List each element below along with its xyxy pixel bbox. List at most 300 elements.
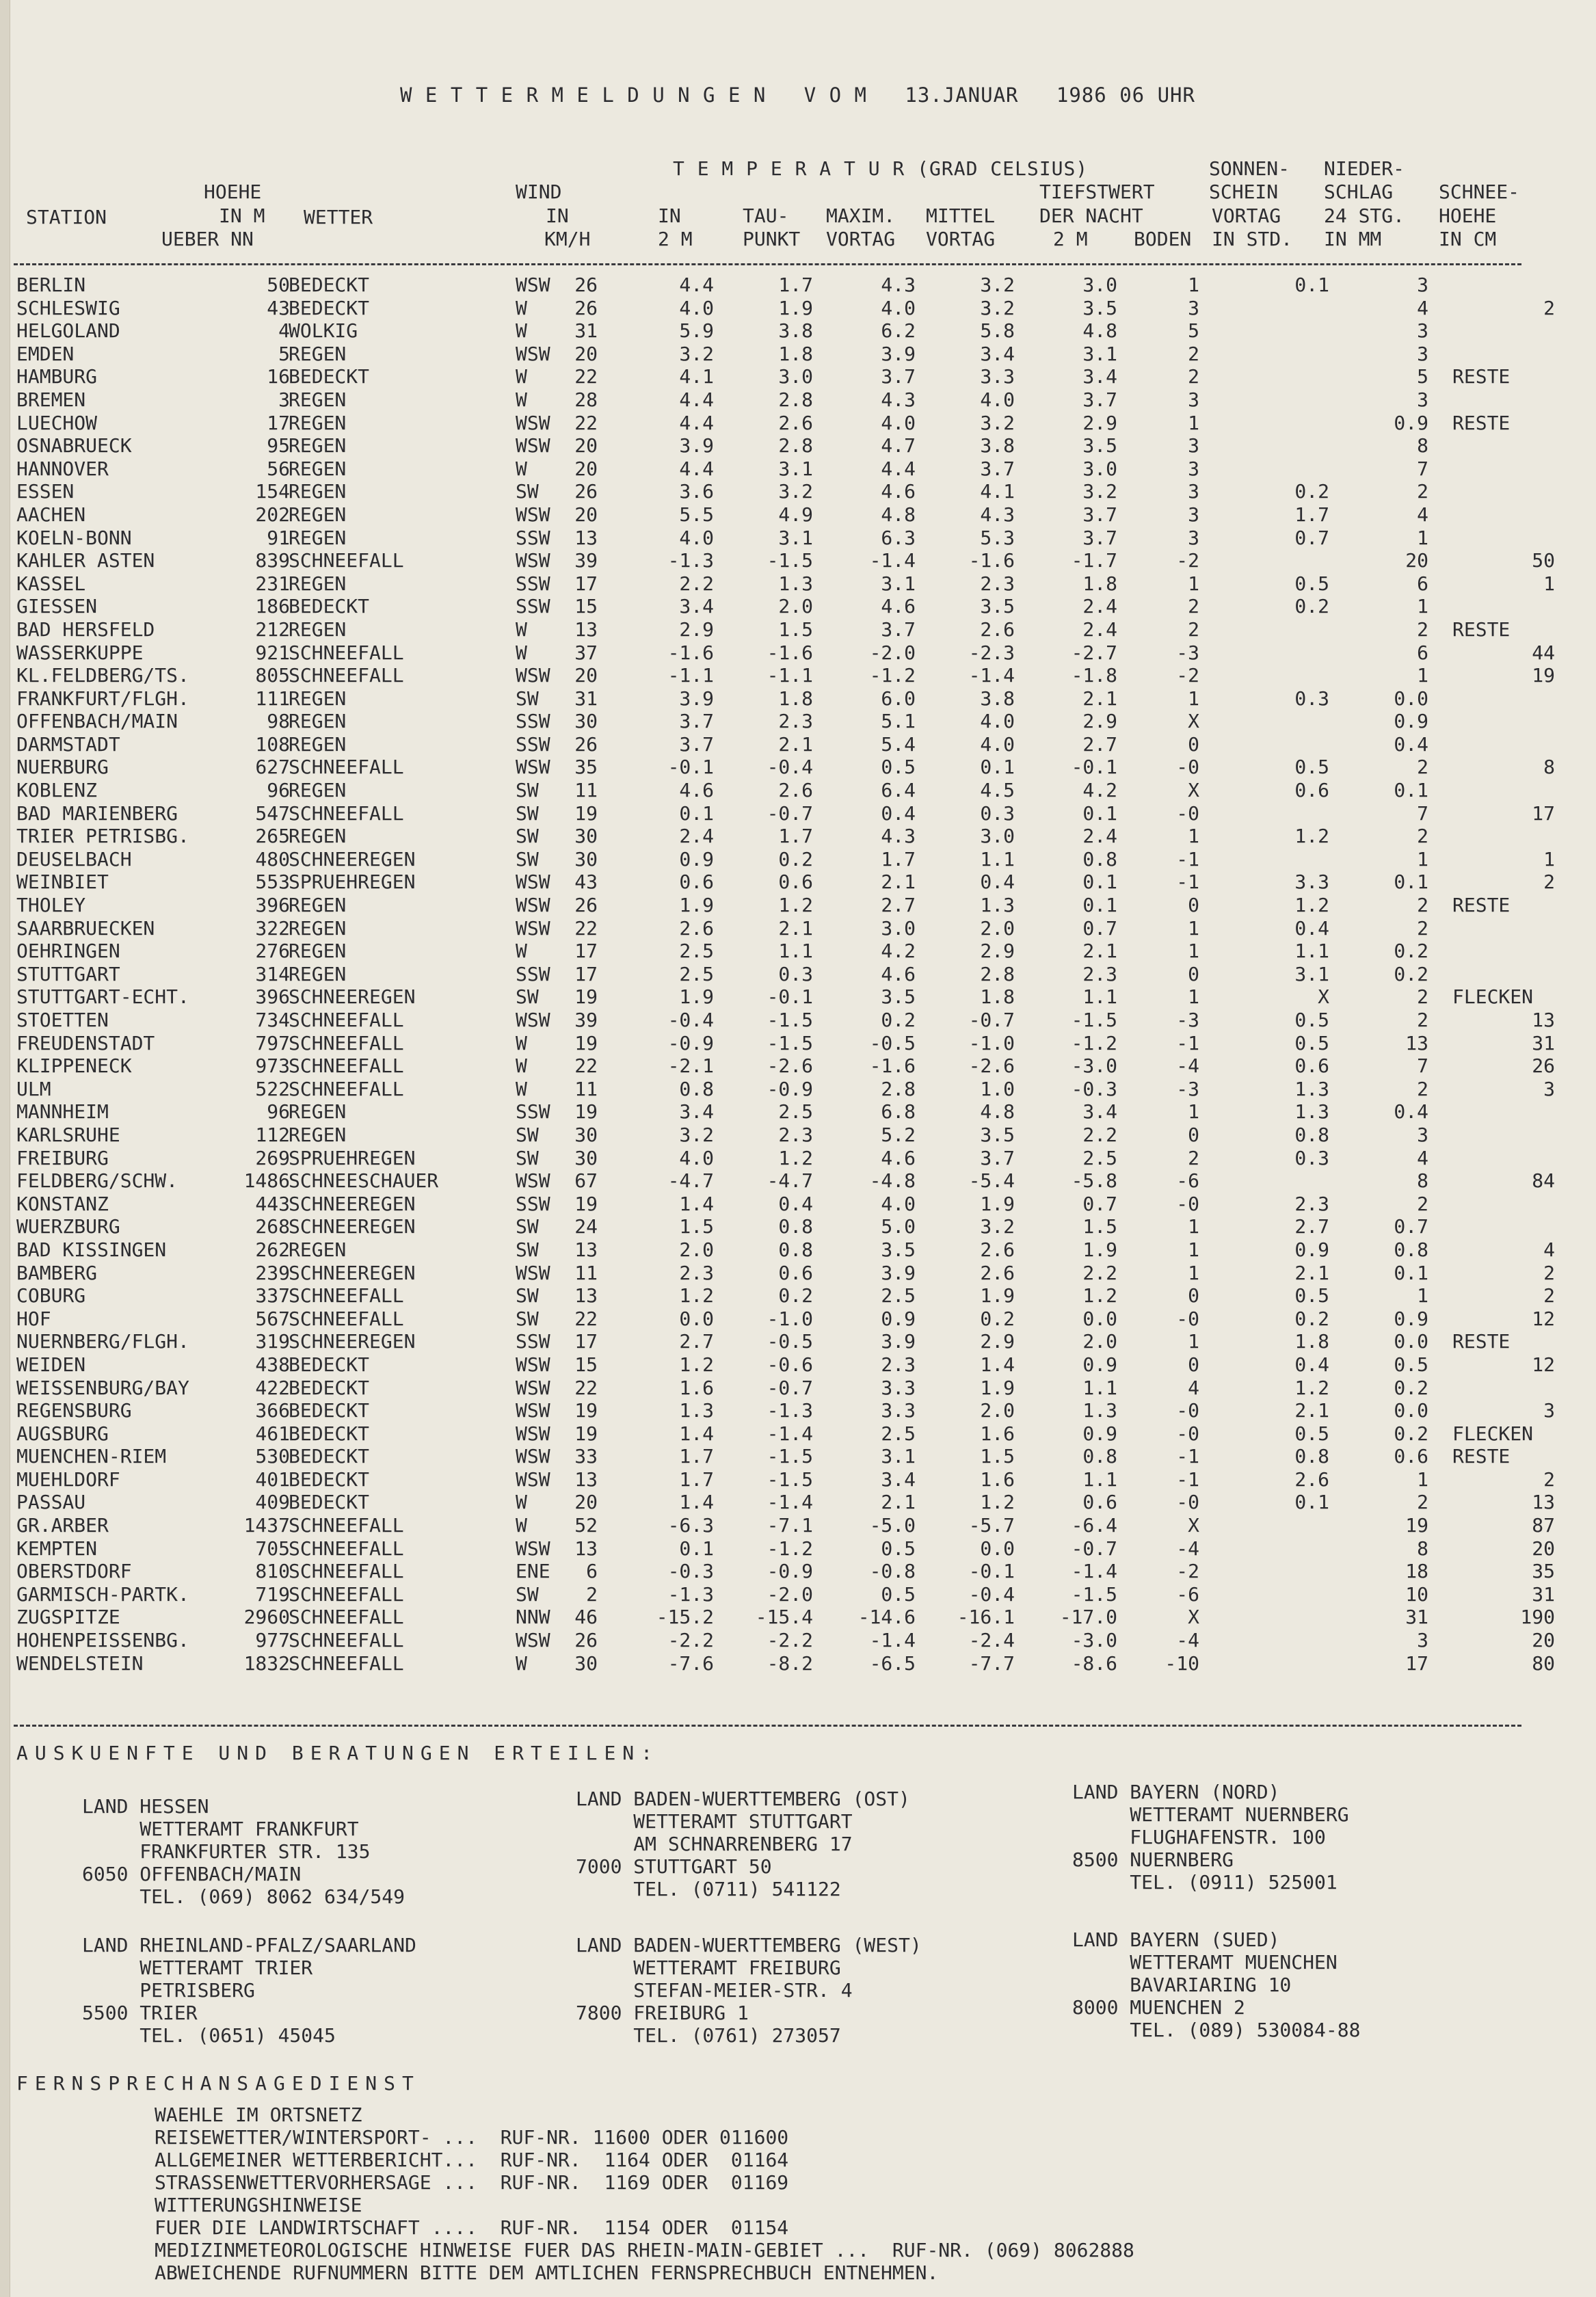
- tief-2m-cell: 0.8: [1082, 847, 1117, 871]
- schnee-cell: 84: [1532, 1169, 1555, 1193]
- wind-speed-cell: 33: [574, 1445, 598, 1468]
- tief-boden-cell: 1: [1188, 1261, 1199, 1284]
- max-cell: 3.9: [881, 1330, 916, 1353]
- header-hoehe-1: HOEHE: [204, 181, 262, 203]
- wetter-cell: REGEN: [289, 457, 347, 480]
- max-cell: 3.4: [881, 1468, 916, 1491]
- mittel-cell: 1.4: [980, 1353, 1015, 1376]
- wind-dir-cell: SW: [516, 1123, 539, 1146]
- tief-2m-cell: -1.2: [1071, 1031, 1117, 1054]
- wind-speed-cell: 35: [574, 756, 598, 779]
- table-bottom-divider: [14, 1725, 1521, 1727]
- sonne-cell: 0.2: [1294, 1307, 1329, 1330]
- tief-2m-cell: -1.8: [1071, 664, 1117, 687]
- wind-speed-cell: 30: [574, 825, 598, 848]
- mittel-cell: 3.2: [980, 274, 1015, 296]
- tief-boden-cell: -2: [1176, 664, 1199, 687]
- temp-cell: 0.1: [679, 1537, 714, 1560]
- tief-2m-cell: 0.9: [1082, 1422, 1117, 1445]
- station-cell: SCHLESWIG: [16, 296, 120, 319]
- temp-cell: 2.7: [679, 1330, 714, 1353]
- sonne-cell: 0.5: [1294, 572, 1329, 595]
- station-cell: OSNABRUECK: [16, 434, 132, 457]
- mittel-cell: 1.1: [980, 847, 1015, 871]
- fernsprech-line: WAEHLE IM ORTSNETZ: [155, 2103, 362, 2126]
- fernsprech-line: MEDIZINMETEOROLOGISCHE HINWEISE FUER DAS RHEIN-MAIN-GEBIET ... RUF-NR. (069) 8062888: [155, 2239, 1134, 2261]
- temp-cell: -0.4: [667, 1009, 714, 1031]
- sonne-cell: 1.1: [1294, 940, 1329, 963]
- tief-2m-cell: 4.2: [1082, 779, 1117, 802]
- taupunkt-cell: 3.8: [778, 319, 813, 343]
- wind-dir-cell: WSW: [516, 664, 550, 687]
- wind-dir-cell: W: [516, 1077, 527, 1100]
- contact-line: 8000 MUENCHEN 2: [1072, 1996, 1245, 2019]
- contact-line: WETTERAMT STUTTGART: [576, 1810, 853, 1833]
- mittel-cell: 0.1: [980, 756, 1015, 779]
- temp-cell: -0.3: [667, 1560, 714, 1583]
- tief-boden-cell: 2: [1188, 365, 1199, 388]
- station-cell: HOHENPEISSENBG.: [16, 1629, 189, 1652]
- wind-speed-cell: 20: [574, 434, 598, 457]
- wind-speed-cell: 13: [574, 526, 598, 549]
- hoehe-cell: 1832: [243, 1651, 290, 1675]
- max-cell: -1.2: [869, 664, 916, 687]
- taupunkt-cell: -1.0: [767, 1307, 813, 1330]
- mittel-cell: -2.4: [968, 1629, 1015, 1652]
- tief-2m-cell: 2.2: [1082, 1261, 1117, 1284]
- temp-cell: 5.5: [679, 503, 714, 526]
- wind-speed-cell: 13: [574, 1468, 598, 1491]
- tief-boden-cell: 1: [1188, 411, 1199, 434]
- hoehe-cell: 276: [255, 940, 290, 963]
- max-cell: 2.5: [881, 1422, 916, 1445]
- max-cell: -0.5: [869, 1031, 916, 1054]
- taupunkt-cell: 3.1: [778, 457, 813, 480]
- mittel-cell: 0.0: [980, 1537, 1015, 1560]
- station-cell: KOBLENZ: [16, 779, 98, 802]
- mittel-cell: 0.3: [980, 801, 1015, 825]
- temp-cell: -2.2: [667, 1629, 714, 1652]
- schnee-cell: 2: [1543, 1468, 1555, 1491]
- wetter-cell: BEDECKT: [289, 365, 370, 388]
- taupunkt-cell: -0.9: [767, 1077, 813, 1100]
- mittel-cell: 1.6: [980, 1468, 1015, 1491]
- schnee-cell: RESTE: [1452, 1445, 1511, 1468]
- mittel-cell: 2.3: [980, 572, 1015, 595]
- temp-cell: 2.2: [679, 572, 714, 595]
- tief-2m-cell: 0.9: [1082, 1353, 1117, 1376]
- station-cell: MUENCHEN-RIEM: [16, 1445, 167, 1468]
- taupunkt-cell: -0.6: [767, 1353, 813, 1376]
- contact-line: 5500 TRIER: [82, 2002, 198, 2024]
- mittel-cell: -0.4: [968, 1582, 1015, 1606]
- nieder-cell: 6: [1417, 572, 1428, 595]
- schnee-cell: 8: [1543, 756, 1555, 779]
- nieder-cell: 1: [1417, 1468, 1428, 1491]
- wind-dir-cell: SW: [516, 779, 539, 802]
- sonne-cell: 1.2: [1294, 894, 1329, 917]
- tief-boden-cell: 1: [1188, 1238, 1199, 1261]
- hoehe-cell: 409: [255, 1491, 290, 1514]
- contact-line: AM SCHNARRENBERG 17: [576, 1833, 853, 1855]
- wetter-cell: SCHNEEFALL: [289, 1031, 404, 1054]
- hoehe-cell: 705: [255, 1537, 290, 1560]
- taupunkt-cell: 1.7: [778, 825, 813, 848]
- wind-speed-cell: 20: [574, 1491, 598, 1514]
- wind-speed-cell: 30: [574, 1146, 598, 1169]
- station-cell: MANNHEIM: [16, 1100, 109, 1124]
- wetter-cell: REGEN: [289, 825, 347, 848]
- station-cell: WUERZBURG: [16, 1215, 120, 1238]
- mittel-cell: 4.1: [980, 480, 1015, 503]
- station-cell: AACHEN: [16, 503, 86, 526]
- station-cell: BREMEN: [16, 388, 86, 411]
- wind-dir-cell: WSW: [516, 894, 550, 917]
- wetter-cell: REGEN: [289, 1238, 347, 1261]
- wetter-cell: SCHNEEFALL: [289, 1537, 404, 1560]
- tief-boden-cell: -1: [1176, 1031, 1199, 1054]
- max-cell: -2.0: [869, 641, 916, 664]
- contact-line: TEL. (069) 8062 634/549: [82, 1885, 405, 1908]
- sonne-cell: 1.8: [1294, 1330, 1329, 1353]
- station-cell: OEHRINGEN: [16, 940, 120, 963]
- temp-cell: -7.6: [667, 1651, 714, 1675]
- sonne-cell: 0.7: [1294, 526, 1329, 549]
- temp-cell: 0.8: [679, 1077, 714, 1100]
- hoehe-cell: 43: [267, 296, 290, 319]
- station-cell: KOELN-BONN: [16, 526, 132, 549]
- max-cell: 3.7: [881, 365, 916, 388]
- schnee-cell: 31: [1532, 1582, 1555, 1606]
- wind-speed-cell: 28: [574, 388, 598, 411]
- hoehe-cell: 530: [255, 1445, 290, 1468]
- temp-cell: 4.4: [679, 274, 714, 296]
- mittel-cell: 1.9: [980, 1192, 1015, 1215]
- tief-2m-cell: 1.1: [1082, 1468, 1117, 1491]
- taupunkt-cell: 1.3: [778, 572, 813, 595]
- header-hoehe-2: IN M: [219, 204, 265, 227]
- sonne-cell: 0.4: [1294, 916, 1329, 940]
- nieder-cell: 8: [1417, 1537, 1428, 1560]
- wind-speed-cell: 19: [574, 1100, 598, 1124]
- nieder-cell: 2: [1417, 1192, 1428, 1215]
- hoehe-cell: 269: [255, 1146, 290, 1169]
- nieder-cell: 13: [1405, 1031, 1428, 1054]
- tief-boden-cell: 1: [1188, 916, 1199, 940]
- tief-2m-cell: 3.7: [1082, 526, 1117, 549]
- wetter-cell: BEDECKT: [289, 1353, 370, 1376]
- tief-boden-cell: -0: [1176, 801, 1199, 825]
- tief-2m-cell: 2.7: [1082, 732, 1117, 756]
- max-cell: 4.7: [881, 434, 916, 457]
- tief-2m-cell: -1.5: [1071, 1582, 1117, 1606]
- wind-dir-cell: SW: [516, 480, 539, 503]
- mittel-cell: 1.8: [980, 985, 1015, 1009]
- hoehe-cell: 4: [278, 319, 290, 343]
- hoehe-cell: 95: [267, 434, 290, 457]
- wind-dir-cell: WSW: [516, 274, 550, 296]
- wind-speed-cell: 26: [574, 274, 598, 296]
- tief-boden-cell: 1: [1188, 1215, 1199, 1238]
- wetter-cell: BEDECKT: [289, 1422, 370, 1445]
- hoehe-cell: 396: [255, 985, 290, 1009]
- hoehe-cell: 2960: [243, 1606, 290, 1629]
- schnee-cell: 13: [1532, 1009, 1555, 1031]
- schnee-cell: 3: [1543, 1399, 1555, 1422]
- mittel-cell: 2.6: [980, 618, 1015, 641]
- taupunkt-cell: 2.8: [778, 434, 813, 457]
- max-cell: 3.5: [881, 1238, 916, 1261]
- nieder-cell: 10: [1405, 1582, 1428, 1606]
- wetter-cell: SCHNEEFALL: [289, 1606, 404, 1629]
- nieder-cell: 0.0: [1394, 687, 1428, 710]
- contact-line: TEL. (0711) 541122: [576, 1878, 841, 1900]
- wind-speed-cell: 19: [574, 1192, 598, 1215]
- wind-speed-cell: 37: [574, 641, 598, 664]
- taupunkt-cell: 1.9: [778, 296, 813, 319]
- wetter-cell: SCHNEEFALL: [289, 1307, 404, 1330]
- tief-2m-cell: -6.4: [1071, 1514, 1117, 1537]
- nieder-cell: 0.0: [1394, 1330, 1428, 1353]
- taupunkt-cell: 2.6: [778, 411, 813, 434]
- taupunkt-cell: -0.5: [767, 1330, 813, 1353]
- max-cell: 0.2: [881, 1009, 916, 1031]
- temp-cell: 4.6: [679, 779, 714, 802]
- tief-2m-cell: 3.0: [1082, 274, 1117, 296]
- sonne-cell: 2.3: [1294, 1192, 1329, 1215]
- wind-speed-cell: 20: [574, 664, 598, 687]
- wind-dir-cell: W: [516, 457, 527, 480]
- max-cell: 3.1: [881, 1445, 916, 1468]
- taupunkt-cell: -0.4: [767, 756, 813, 779]
- wetter-cell: SCHNEEREGEN: [289, 1192, 416, 1215]
- header-wetter: WETTER: [304, 206, 373, 228]
- report-title: W E T T E R M E L D U N G E N V O M 13.JANUAR 1986 06 UHR: [400, 83, 1195, 107]
- wind-dir-cell: WSW: [516, 871, 550, 894]
- fernsprech-line: FUER DIE LANDWIRTSCHAFT .... RUF-NR. 1154 ODER 01154: [155, 2216, 789, 2239]
- tief-2m-cell: 3.7: [1082, 503, 1117, 526]
- nieder-cell: 18: [1405, 1560, 1428, 1583]
- station-cell: HAMBURG: [16, 365, 98, 388]
- station-cell: WENDELSTEIN: [16, 1651, 144, 1675]
- station-cell: KLIPPENECK: [16, 1054, 132, 1078]
- taupunkt-cell: -0.1: [767, 985, 813, 1009]
- taupunkt-cell: -2.2: [767, 1629, 813, 1652]
- max-cell: 3.3: [881, 1376, 916, 1399]
- mittel-cell: 4.5: [980, 779, 1015, 802]
- contact-line: PETRISBERG: [82, 1979, 255, 2002]
- wind-speed-cell: 26: [574, 296, 598, 319]
- contact-block: [1072, 1928, 1360, 2041]
- contact-line: 6050 OFFENBACH/MAIN: [82, 1863, 302, 1885]
- temp-cell: -6.3: [667, 1514, 714, 1537]
- mittel-cell: 0.2: [980, 1307, 1015, 1330]
- taupunkt-cell: 1.8: [778, 342, 813, 365]
- temp-cell: 3.6: [679, 480, 714, 503]
- wind-speed-cell: 67: [574, 1169, 598, 1193]
- station-cell: BAD HERSFELD: [16, 618, 155, 641]
- wetter-cell: BEDECKT: [289, 296, 370, 319]
- taupunkt-cell: 3.0: [778, 365, 813, 388]
- schnee-cell: 26: [1532, 1054, 1555, 1078]
- station-cell: NUERNBERG/FLGH.: [16, 1330, 189, 1353]
- wind-dir-cell: SW: [516, 1582, 539, 1606]
- sonne-cell: 2.1: [1294, 1261, 1329, 1284]
- wind-dir-cell: W: [516, 365, 527, 388]
- taupunkt-cell: 2.1: [778, 732, 813, 756]
- contact-line: 7000 STUTTGART 50: [576, 1855, 772, 1878]
- mittel-cell: 3.3: [980, 365, 1015, 388]
- tief-2m-cell: 2.9: [1082, 710, 1117, 733]
- tief-2m-cell: 3.4: [1082, 1100, 1117, 1124]
- wind-speed-cell: 19: [574, 985, 598, 1009]
- schnee-cell: RESTE: [1452, 411, 1511, 434]
- nieder-cell: 2: [1417, 756, 1428, 779]
- contact-block: [1072, 1781, 1349, 1894]
- station-cell: BERLIN: [16, 274, 86, 296]
- station-cell: STUTTGART-ECHT.: [16, 985, 189, 1009]
- schnee-cell: RESTE: [1452, 1330, 1511, 1353]
- max-cell: 2.8: [881, 1077, 916, 1100]
- tief-boden-cell: 1: [1188, 572, 1199, 595]
- taupunkt-cell: 0.8: [778, 1215, 813, 1238]
- temp-cell: 4.0: [679, 526, 714, 549]
- sonne-cell: 0.5: [1294, 1284, 1329, 1307]
- nieder-cell: 1: [1417, 664, 1428, 687]
- wetter-cell: SCHNEEREGEN: [289, 1330, 416, 1353]
- nieder-cell: 0.6: [1394, 1445, 1428, 1468]
- contact-line: LAND BADEN-WUERTTEMBERG (WEST): [576, 1934, 922, 1956]
- schnee-cell: RESTE: [1452, 365, 1511, 388]
- tief-2m-cell: 2.5: [1082, 1146, 1117, 1169]
- temp-cell: -1.3: [667, 549, 714, 572]
- tief-boden-cell: -4: [1176, 1537, 1199, 1560]
- wind-speed-cell: 22: [574, 1307, 598, 1330]
- mittel-cell: 1.9: [980, 1376, 1015, 1399]
- max-cell: 6.0: [881, 687, 916, 710]
- hoehe-cell: 186: [255, 595, 290, 618]
- max-cell: -4.8: [869, 1169, 916, 1193]
- tief-boden-cell: -4: [1176, 1054, 1199, 1078]
- hoehe-cell: 111: [255, 687, 290, 710]
- wetter-cell: SCHNEEREGEN: [289, 1261, 416, 1284]
- mittel-cell: 3.0: [980, 825, 1015, 848]
- max-cell: 2.1: [881, 1491, 916, 1514]
- station-cell: SAARBRUECKEN: [16, 916, 155, 940]
- temp-cell: 2.9: [679, 618, 714, 641]
- taupunkt-cell: -2.0: [767, 1582, 813, 1606]
- mittel-cell: 4.8: [980, 1100, 1015, 1124]
- wind-speed-cell: 13: [574, 1238, 598, 1261]
- fernsprech-line: REISEWETTER/WINTERSPORT- ... RUF-NR. 11600 ODER 011600: [155, 2126, 789, 2149]
- station-cell: GR.ARBER: [16, 1514, 109, 1537]
- hoehe-cell: 96: [267, 779, 290, 802]
- wind-dir-cell: SW: [516, 825, 539, 848]
- header-taupunkt-2: PUNKT: [743, 228, 801, 250]
- hoehe-cell: 112: [255, 1123, 290, 1146]
- taupunkt-cell: -1.5: [767, 549, 813, 572]
- wetter-cell: WOLKIG: [289, 319, 358, 343]
- taupunkt-cell: 0.4: [778, 1192, 813, 1215]
- nieder-cell: 3: [1417, 388, 1428, 411]
- hoehe-cell: 5: [278, 342, 290, 365]
- wetter-cell: SCHNEEFALL: [289, 641, 404, 664]
- temp-cell: 3.7: [679, 710, 714, 733]
- nieder-cell: 0.4: [1394, 1100, 1428, 1124]
- contact-line: TEL. (089) 530084-88: [1072, 2019, 1361, 2041]
- nieder-cell: 7: [1417, 1054, 1428, 1078]
- station-cell: OFFENBACH/MAIN: [16, 710, 178, 733]
- wetter-cell: REGEN: [289, 342, 347, 365]
- sonne-cell: 3.1: [1294, 962, 1329, 985]
- contact-line: LAND RHEINLAND-PFALZ/SAARLAND: [82, 1934, 416, 1956]
- header-in2m-2: 2 M: [658, 228, 693, 250]
- nieder-cell: 0.9: [1394, 710, 1428, 733]
- wind-speed-cell: 52: [574, 1514, 598, 1537]
- nieder-cell: 0.2: [1394, 1376, 1428, 1399]
- tief-boden-cell: 1: [1188, 687, 1199, 710]
- wind-speed-cell: 26: [574, 1629, 598, 1652]
- station-cell: HOF: [16, 1307, 51, 1330]
- wind-dir-cell: W: [516, 940, 527, 963]
- fernsprech-line: ABWEICHENDE RUFNUMMERN BITTE DEM AMTLICHEN FERNSPRECHBUCH ENTNEHMEN.: [155, 2261, 939, 2284]
- wind-dir-cell: WSW: [516, 342, 550, 365]
- header-wind-1: WIND: [516, 181, 562, 203]
- wind-dir-cell: SW: [516, 1215, 539, 1238]
- station-cell: HELGOLAND: [16, 319, 120, 343]
- tief-boden-cell: 3: [1188, 388, 1199, 411]
- wind-speed-cell: 26: [574, 480, 598, 503]
- taupunkt-cell: -1.5: [767, 1009, 813, 1031]
- tief-boden-cell: -0: [1176, 1491, 1199, 1514]
- wind-speed-cell: 39: [574, 1009, 598, 1031]
- wind-speed-cell: 13: [574, 618, 598, 641]
- hoehe-cell: 212: [255, 618, 290, 641]
- max-cell: 6.4: [881, 779, 916, 802]
- tief-2m-cell: -1.4: [1071, 1560, 1117, 1583]
- header-sonne-1: SONNEN-: [1209, 157, 1290, 180]
- tief-2m-cell: -1.7: [1071, 549, 1117, 572]
- contact-line: BAVARIARING 10: [1072, 1974, 1292, 1996]
- tief-2m-cell: -0.3: [1071, 1077, 1117, 1100]
- mittel-cell: 3.8: [980, 687, 1015, 710]
- tief-boden-cell: 0: [1188, 1353, 1199, 1376]
- sonne-cell: 1.3: [1294, 1100, 1329, 1124]
- header-station: STATION: [26, 206, 107, 228]
- wetter-cell: REGEN: [289, 388, 347, 411]
- hoehe-cell: 154: [255, 480, 290, 503]
- max-cell: 1.7: [881, 847, 916, 871]
- station-cell: ESSEN: [16, 480, 75, 503]
- nieder-cell: 0.8: [1394, 1238, 1428, 1261]
- tief-2m-cell: -8.6: [1071, 1651, 1117, 1675]
- wind-dir-cell: SSW: [516, 595, 550, 618]
- max-cell: 3.0: [881, 916, 916, 940]
- tief-boden-cell: -1: [1176, 871, 1199, 894]
- schnee-cell: FLECKEN: [1452, 1422, 1534, 1445]
- auskunft-heading: AUSKUENFTE UND BERATUNGEN ERTEILEN:: [16, 1742, 660, 1764]
- hoehe-cell: 337: [255, 1284, 290, 1307]
- wetter-cell: SCHNEEREGEN: [289, 985, 416, 1009]
- temp-cell: 1.9: [679, 985, 714, 1009]
- tief-2m-cell: 1.1: [1082, 985, 1117, 1009]
- mittel-cell: 2.9: [980, 940, 1015, 963]
- temp-cell: 1.4: [679, 1192, 714, 1215]
- hoehe-cell: 839: [255, 549, 290, 572]
- station-cell: OBERSTDORF: [16, 1560, 132, 1583]
- hoehe-cell: 973: [255, 1054, 290, 1078]
- taupunkt-cell: -8.2: [767, 1651, 813, 1675]
